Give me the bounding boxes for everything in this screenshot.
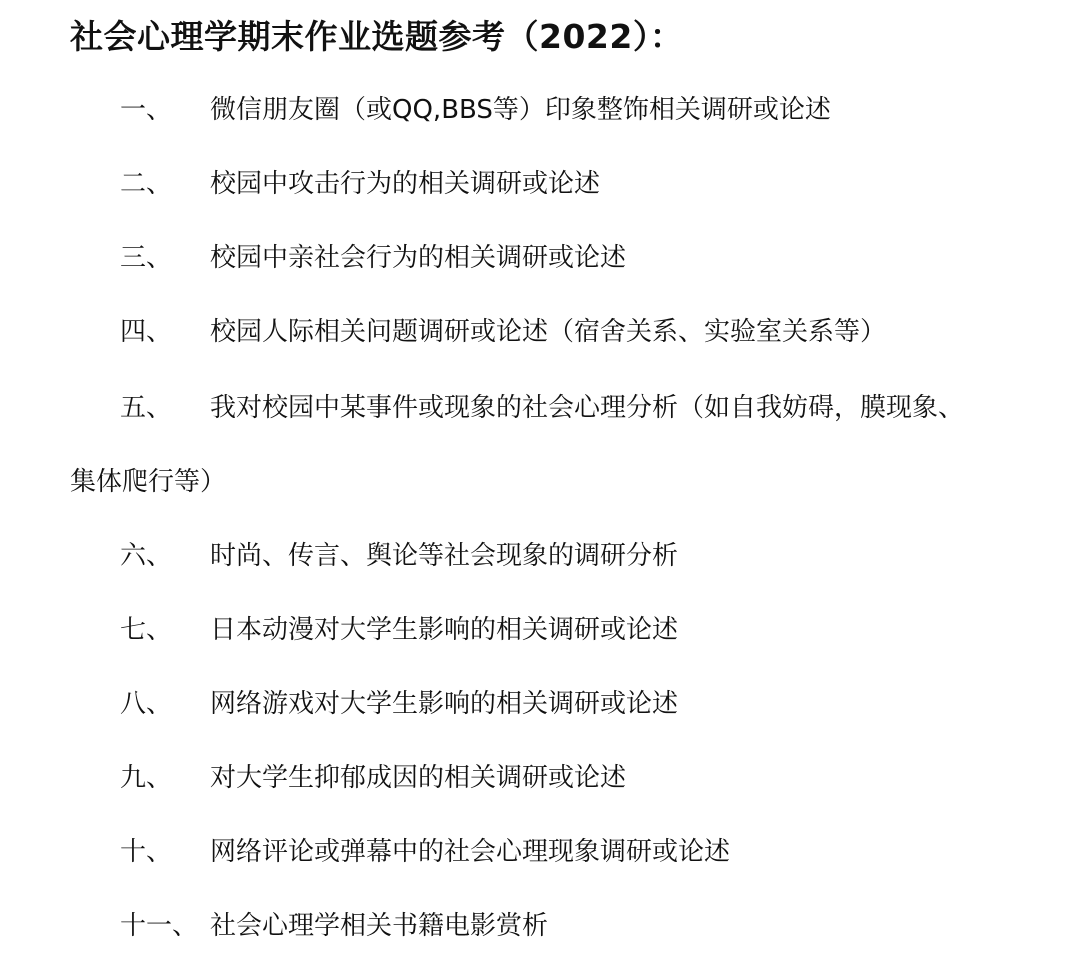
topic-text: 校园中攻击行为的相关调研或论述 bbox=[210, 169, 601, 199]
topic-text: 网络评论或弹幕中的社会心理现象调研或论述 bbox=[210, 837, 731, 867]
topic-text: 社会心理学相关书籍电影赏析 bbox=[210, 911, 549, 941]
topic-text: 时尚、传言、舆论等社会现象的调研分析 bbox=[210, 541, 679, 571]
topic-number: 四、 bbox=[120, 317, 173, 347]
topic-number: 十一、 bbox=[120, 911, 199, 941]
topic-text: 对大学生抑郁成因的相关调研或论述 bbox=[210, 763, 627, 793]
topic-text: 校园人际相关问题调研或论述（宿舍关系、实验室关系等） bbox=[210, 317, 887, 347]
topic-number: 十、 bbox=[120, 837, 173, 867]
topic-number: 九、 bbox=[120, 763, 173, 793]
topic-text: 我对校园中某事件或现象的社会心理分析（如自我妨碍，膜现象、 bbox=[210, 393, 965, 423]
topic-text: 日本动漫对大学生影响的相关调研或论述 bbox=[210, 615, 679, 645]
topic-number: 二、 bbox=[120, 169, 173, 199]
topic-number: 三、 bbox=[120, 243, 173, 273]
topic-text: 网络游戏对大学生影响的相关调研或论述 bbox=[210, 689, 679, 719]
document-title: 社会心理学期末作业选题参考（2022）： bbox=[70, 17, 684, 56]
topic-number: 八、 bbox=[120, 689, 173, 719]
topic-number: 一、 bbox=[120, 95, 173, 125]
topic-text: 微信朋友圈（或QQ,BBS等）印象整饰相关调研或论述 bbox=[210, 95, 831, 125]
topic-number: 六、 bbox=[120, 541, 173, 571]
topic-number: 五、 bbox=[120, 393, 173, 423]
topic-number: 七、 bbox=[120, 615, 173, 645]
topic-item-5-continuation: 集体爬行等） bbox=[70, 467, 227, 497]
topic-text: 校园中亲社会行为的相关调研或论述 bbox=[210, 243, 627, 273]
